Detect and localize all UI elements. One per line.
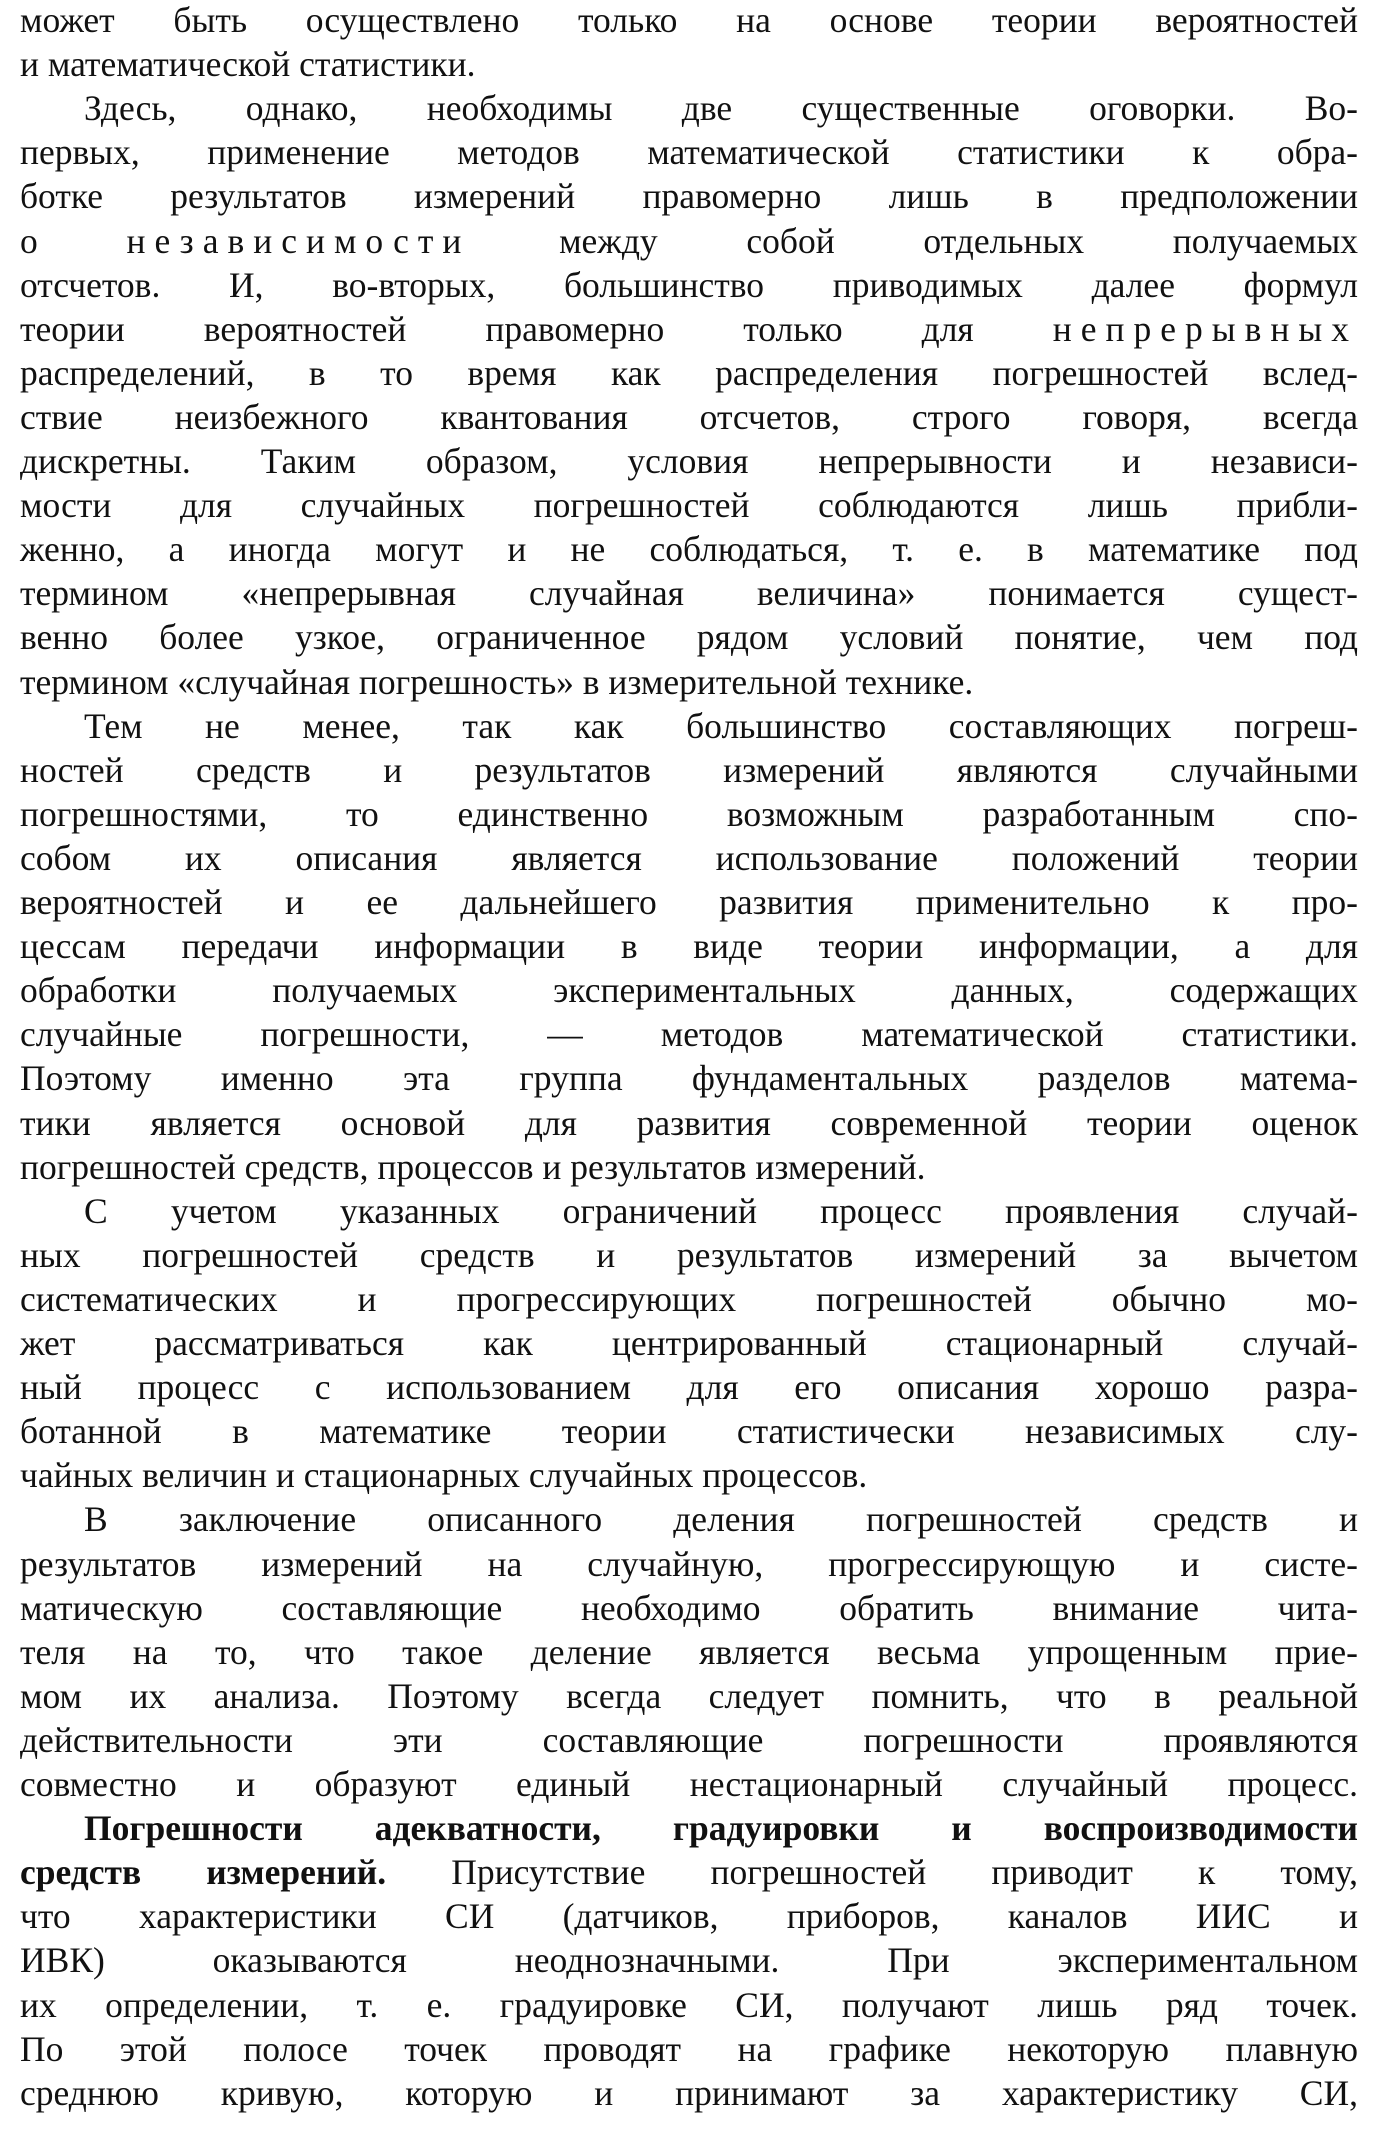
text-line (20, 1983, 1358, 2027)
text-run: распределений, в то время как распределения погрешностей вслед- (20, 352, 1358, 393)
text-run: случайные погрешности, — методов математической статистики. (20, 1014, 1358, 1055)
text-line (20, 880, 1358, 924)
text-line (20, 1056, 1358, 1100)
text-run: Здесь, однако, необходимы две существенные оговорки. Во- (84, 88, 1358, 129)
text-run: ный процесс с использованием для его описания хорошо разра- (20, 1367, 1358, 1408)
text-run: их определении, т. е. градуировке СИ, получают лишь ряд точек. (20, 1984, 1358, 2025)
text-run: Поэтому именно эта группа фундаментальных разделов матема- (20, 1058, 1358, 1099)
text-run: обработки получаемых экспериментальных данных, содержащих (20, 970, 1358, 1011)
text-line (20, 836, 1358, 880)
text-run: результатов измерений на случайную, прогрессирующую и систе- (20, 1543, 1358, 1584)
text-line (20, 1189, 1358, 1233)
text-run: матическую составляющие необходимо обратить внимание чита- (20, 1587, 1358, 1628)
text-line (20, 86, 1358, 130)
bold-run: средств измерений. (20, 1852, 387, 1893)
text-line (20, 219, 1358, 263)
text-run: погрешностей средств, процессов и результатов измерений. (20, 1146, 926, 1187)
text-line (20, 704, 1358, 748)
text-run: С учетом указанных ограничений процесс проявления случай- (84, 1190, 1358, 1231)
emphasis-run: непрерывных (1052, 308, 1358, 349)
text-line (20, 1145, 1358, 1189)
text-line (20, 263, 1358, 307)
text-run: первых, применение методов математической статистики к обра- (20, 132, 1358, 173)
text-line (20, 395, 1358, 439)
text-line (20, 1718, 1358, 1762)
text-run: мости для случайных погрешностей соблюдаются лишь прибли- (20, 485, 1358, 526)
text-line (20, 130, 1358, 174)
text-run: теории вероятностей правомерно только для (20, 308, 1053, 349)
text-run: действительности эти составляющие погрешности проявляются (20, 1719, 1358, 1760)
text-run: жет рассматриваться как центрированный стационарный случай- (20, 1323, 1358, 1363)
text-line (20, 42, 1358, 86)
text-line (20, 1674, 1358, 1718)
text-line (20, 1850, 1358, 1894)
text-line (20, 1453, 1358, 1497)
text-run: что характеристики СИ (датчиков, приборов, каналов ИИС и (20, 1896, 1358, 1937)
text-run: систематических и прогрессирующих погрешностей обычно мо- (20, 1278, 1358, 1319)
text-run: ИВК) оказываются неоднозначными. При экспериментальном (20, 1940, 1358, 1981)
text-line (20, 1409, 1358, 1453)
text-line (20, 1321, 1358, 1365)
text-line (20, 748, 1358, 792)
emphasis-run: независимости (126, 220, 471, 261)
text-run: теля на то, что такое деление является весьма упрощенным прие- (20, 1631, 1358, 1672)
text-line (20, 968, 1358, 1012)
text-run: дискретны. Таким образом, условия непрерывности и независи- (20, 441, 1358, 481)
text-run: вероятностей и ее дальнейшего развития применительно к про- (20, 882, 1358, 922)
text-run: В заключение описанного деления погрешностей средств и (84, 1499, 1358, 1540)
text-line (20, 571, 1358, 615)
text-run: о (20, 220, 127, 261)
text-line (20, 0, 1358, 42)
text-line (20, 615, 1358, 659)
text-line (20, 1938, 1358, 1982)
document-page (20, 0, 1358, 2141)
text-line (20, 351, 1358, 395)
text-run: погрешностями, то единственно возможным разработанным спо- (20, 793, 1358, 834)
text-line (20, 1277, 1358, 1321)
text-run: По этой полосе точек проводят на графике некоторую плавную (20, 2028, 1358, 2069)
text-line (20, 1630, 1358, 1674)
bold-run: Погрешности адекватности, градуировки и воспроизводимости (84, 1808, 1358, 1849)
text-run: и математической статистики. (20, 44, 476, 85)
text-run: ностей средств и результатов измерений являются случайными (20, 749, 1358, 790)
text-run: тики является основой для развития современной теории оценок (20, 1102, 1358, 1143)
text-run: Присутствие погрешностей приводит к тому, (386, 1852, 1359, 1893)
text-run: совместно и образуют единый нестационарный случайный процесс. (20, 1764, 1358, 1804)
text-line (20, 924, 1358, 968)
text-line (20, 2071, 1358, 2115)
text-run: Тем не менее, так как большинство составляющих погреш- (84, 705, 1358, 746)
text-run: чайных величин и стационарных случайных процессов. (20, 1455, 868, 1496)
text-line (20, 1894, 1358, 1938)
text-line (20, 483, 1358, 527)
text-line (20, 1586, 1358, 1630)
text-line (20, 2027, 1358, 2071)
text-run: термином «непрерывная случайная величина» понимается сущест- (20, 573, 1358, 614)
text-line (20, 1497, 1358, 1541)
text-line (20, 1365, 1358, 1409)
text-run: женно, а иногда могут и не соблюдаться, т. е. в математике под (20, 529, 1358, 570)
text-run: мом их анализа. Поэтому всегда следует помнить, что в реальной (20, 1675, 1358, 1716)
text-run: венно более узкое, ограниченное рядом условий понятие, чем под (20, 617, 1358, 658)
text-line (20, 792, 1358, 836)
text-line (20, 1233, 1358, 1277)
text-run: между собой отдельных получаемых (470, 220, 1358, 261)
text-line (20, 1012, 1358, 1056)
text-run: может быть осуществлено только на основе теории вероятностей (20, 0, 1358, 40)
text-line (20, 1762, 1358, 1806)
text-line (20, 1806, 1358, 1850)
text-run: термином «случайная погрешность» в измерительной технике. (20, 661, 974, 702)
text-line (20, 1101, 1358, 1145)
text-line (20, 307, 1358, 351)
text-line (20, 174, 1358, 218)
text-run: ных погрешностей средств и результатов измерений за вычетом (20, 1234, 1358, 1275)
text-run: ствие неизбежного квантования отсчетов, строго говоря, всегда (20, 396, 1358, 437)
text-run: собом их описания является использование положений теории (20, 837, 1358, 878)
text-line (20, 527, 1358, 571)
text-run: ботанной в математике теории статистически независимых слу- (20, 1411, 1358, 1452)
text-run: ботке результатов измерений правомерно лишь в предположении (20, 176, 1358, 217)
text-line (20, 439, 1358, 483)
text-run: отсчетов. И, во-вторых, большинство приводимых далее формул (20, 264, 1358, 305)
text-run: цессам передачи информации в виде теории информации, а для (20, 926, 1358, 967)
text-line (20, 1542, 1358, 1586)
text-run: среднюю кривую, которую и принимают за характеристику СИ, (20, 2072, 1358, 2113)
text-line (20, 660, 1358, 704)
